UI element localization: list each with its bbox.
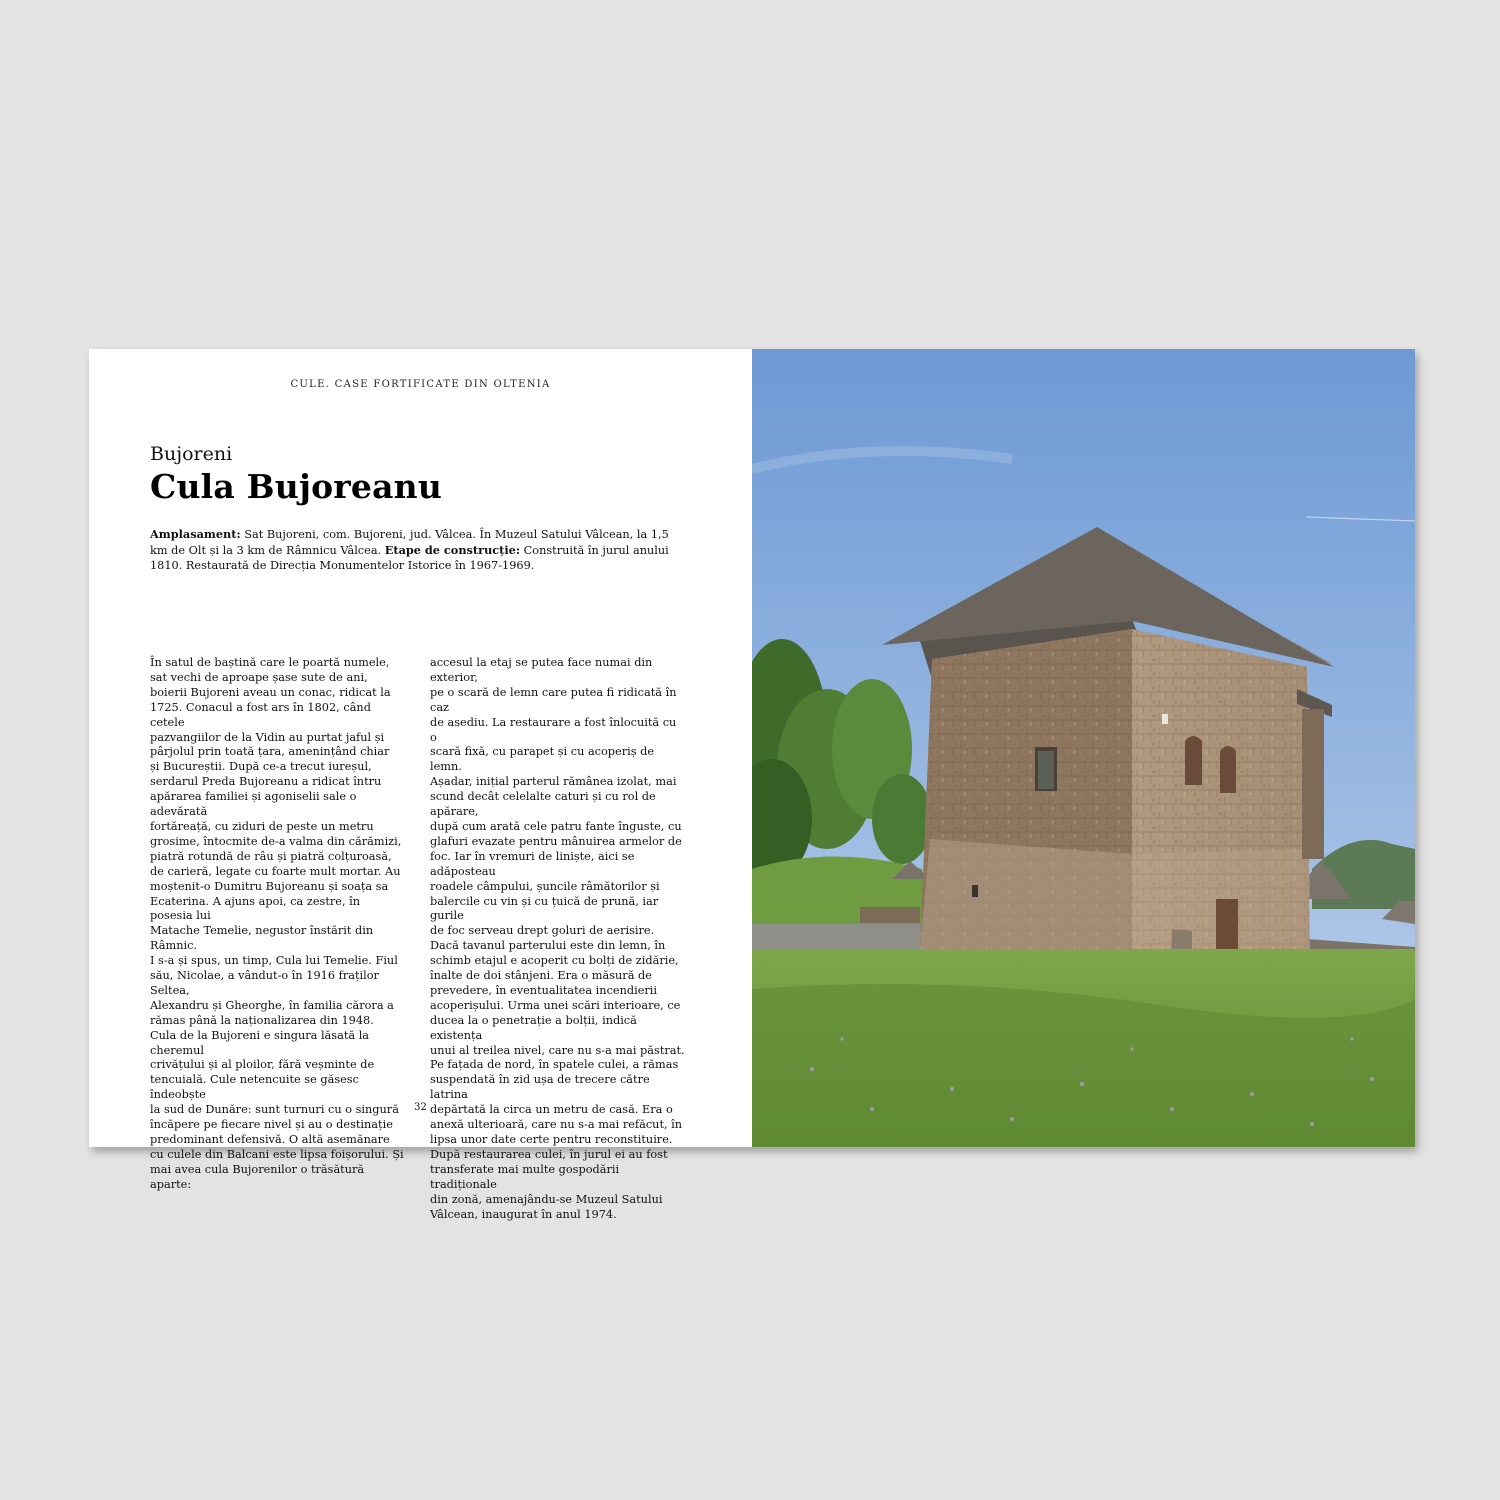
book-spread: [89, 349, 1415, 1221]
location-subtitle: Bujoreni: [150, 443, 233, 465]
page-number: 32: [414, 1102, 427, 1113]
left-page: [89, 349, 752, 1221]
cula-tower-photo: [752, 349, 1415, 1147]
body-column-1: În satul de baștină care le poartă numele, sat vechi de aproape șase sute de ani, boierii Bujoreni aveau un conac, ridicat la 1725. Conacul a fost ars în 1802, când cetele pazvangiilor de la Vidin au purtat jaful și pârjolul prin toată țara, amenințând chiar și Bucureștii. După ce-a trecut iureșul, serdarul Preda Bujoreanu a ridicat întru apărarea familiei și agoniselii sale o adevărată fortăreață, cu ziduri de peste un metru grosime, întocmite de-a valma din cărămizi, piatră rotundă de râu și piatră colțuroasă, de carieră, legate cu foarte mult mortar. Au moștenit-o Dumitru Bujoreanu și soața sa Ecaterina. A ajuns apoi, ca zestre, în posesia lui Matache Temelie, negustor înstărit din Râmnic. I s-a și spus, un timp, Cula lui Temelie. Fiul său, Nicolae, a vândut-o în 1916 fraților Seltea, Alexandru și Gheorghe, în familia cărora a rămas până la naționalizarea din 1948. Cula de la Bujoreni e singura lăsată la cheremul crivățului și al ploilor, fără veșminte de tencuială. Cule netencuite se găsesc îndeobște la sud de Dunăre: sunt turnuri cu o singură încăpere pe fiecare nivel și au o destinație predominant defensivă. O altă asemănare cu culele din Balcani este lipsa foișorului. Și mai avea cula Bujorenilor o trăsătură aparte:: [150, 656, 404, 1191]
running-head: CULE. CASE FORTIFICATE DIN OLTENIA: [290, 379, 551, 390]
location-text: Sat Bujoreni, com. Bujoreni, jud. Vâlcea. În Muzeul Satului Vâlcean, la 1,5 km de Olt și la 3 km de Râmnicu Vâlcea.: [150, 528, 669, 557]
construction-text: Construită în jurul anului 1810. Restaurată de Direcția Monumentelor Istorice în 1967-1969.: [150, 543, 669, 572]
body-column-2: accesul la etaj se putea face numai din exterior, pe o scară de lemn care putea fi ridicată în caz de asediu. La restaurare a fost înlocuită cu o scară fixă, cu parapet și cu acoperiș de lemn. Așadar, inițial parterul rămânea izolat, mai scund decât celelalte caturi și cu rol de apărare, după cum arată cele patru fante înguste, cu glafuri evazate pentru mânuirea armelor de foc. Iar în vremuri de liniște, aici se adăposteau roadele câmpului, șuncile râmătorilor și balercile cu vin și cu țuică de prună, iar gurile de foc serveau drept goluri de aerisire. Dacă tavanul parterului este din lemn, în schimb etajul e acoperit cu bolți de zidărie, înalte de doi stânjeni. Era o măsură de prevedere, în eventualitatea incendierii acoperișului. Urma unei scări interioare, ce ducea la o penetrație a bolții, indică existența unui al treilea nivel, care nu s-a mai păstrat. Pe fațada de nord, în spatele culei, a rămas suspendată în zid ușa de trecere către latrina depărtată la circa un metru de casă. Era o anexă ulterioară, care nu s-a mai refăcut, în lipsa unor date certe pentru reconstituire. După restaurarea culei, în jurul ei au fost transferate mai multe gospodării tradiționale din zonă, amenajându-se Muzeul Satului Vâlcean, inaugurat în anul 1974.: [430, 656, 685, 1221]
right-page: [752, 349, 1415, 1147]
construction-label: Etape de construcție:: [384, 542, 521, 557]
page-title: Cula Bujoreanu: [150, 467, 443, 506]
location-label: Amplasament:: [150, 527, 241, 541]
site-info: [150, 527, 670, 574]
